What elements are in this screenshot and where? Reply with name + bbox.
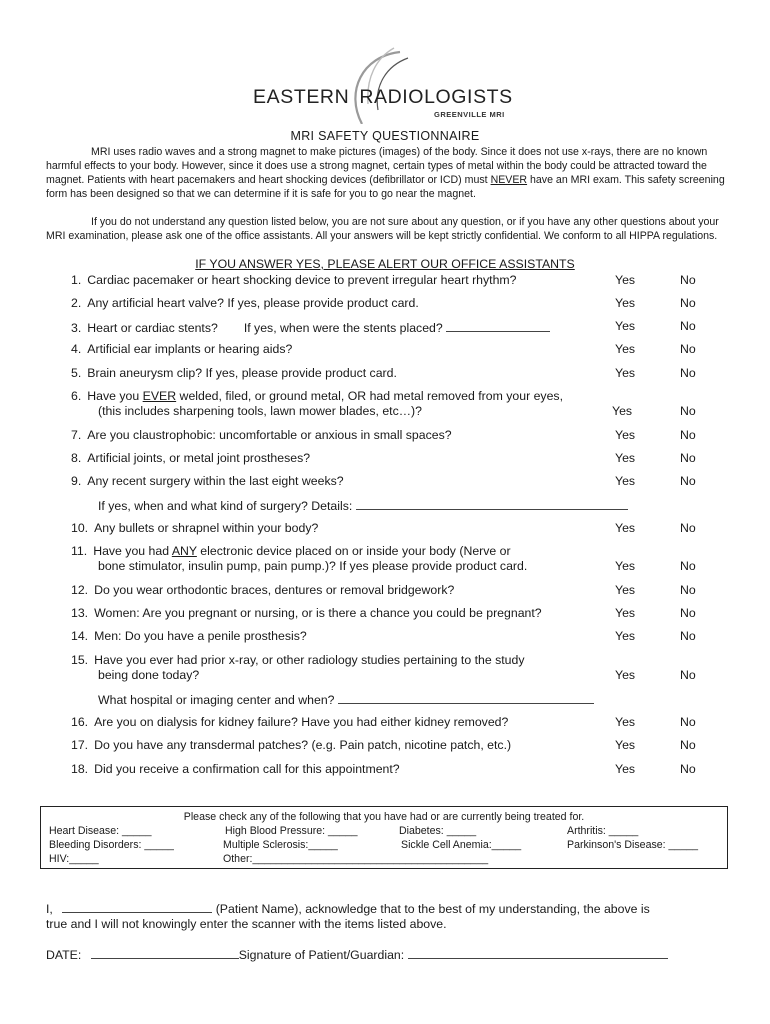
date-field[interactable] — [91, 946, 239, 959]
question-text: Did you receive a confirmation call for this appointment? — [94, 762, 400, 776]
q4-no[interactable]: No — [680, 342, 696, 356]
question-15 — [71, 653, 525, 669]
q16-yes[interactable]: Yes — [615, 715, 636, 729]
question-number: 13. — [71, 606, 89, 620]
question-8 — [71, 451, 310, 467]
high-blood-pressure-field[interactable]: High Blood Pressure: _____ — [225, 825, 358, 837]
q15-no[interactable]: No — [680, 668, 696, 682]
q2-no[interactable]: No — [680, 296, 696, 310]
question-number: 2. — [71, 296, 82, 310]
q6-no[interactable]: No — [680, 404, 696, 418]
intro-paragraph-2 — [46, 215, 731, 243]
logo-wordmark — [253, 86, 513, 109]
ack-line-1: (Patient Name), acknowledge that to the best of my understanding, the above is — [215, 902, 650, 916]
q10-no[interactable]: No — [680, 521, 696, 535]
intro-text-b: have an MRI exam. This safety screening form has been designed so that we can determine if it is safe for you to go near the magnet. — [46, 174, 725, 200]
q17-no[interactable]: No — [680, 738, 696, 752]
q10-yes[interactable]: Yes — [615, 521, 636, 535]
question-9-followup — [98, 497, 628, 515]
question-number: 4. — [71, 342, 82, 356]
question-text: Do you have any transdermal patches? (e.g. Pain patch, nicotine patch, etc.) — [94, 738, 512, 752]
q2-yes[interactable]: Yes — [615, 296, 636, 310]
question-text: Are you on dialysis for kidney failure? Have you had either kidney removed? — [94, 715, 509, 729]
q5-yes[interactable]: Yes — [615, 366, 636, 380]
q8-no[interactable]: No — [680, 451, 696, 465]
question-text: Brain aneurysm clip? If yes, please provide product card. — [87, 366, 397, 380]
question-followup: If yes, when were the stents placed? — [243, 321, 443, 335]
q13-no[interactable]: No — [680, 606, 696, 620]
question-15-followup — [98, 691, 594, 709]
q7-yes[interactable]: Yes — [615, 428, 636, 442]
date-label: DATE: — [46, 948, 82, 962]
sickle-cell-field[interactable]: Sickle Cell Anemia:_____ — [401, 839, 522, 851]
question-11-line-2: bone stimulator, insulin pump, pain pump.)? If yes please provide product card. — [98, 559, 528, 573]
q17-yes[interactable]: Yes — [615, 738, 636, 752]
question-10 — [71, 521, 318, 537]
question-text-a: Have you — [87, 389, 143, 403]
logo-eastern: EASTERN — [253, 86, 350, 108]
q14-yes[interactable]: Yes — [615, 629, 636, 643]
question-11 — [71, 544, 511, 560]
hiv-field[interactable]: HIV:_____ — [49, 853, 99, 865]
question-text: Heart or cardiac stents? — [87, 321, 218, 335]
logo-radiologists: RADIOLOGISTS — [359, 86, 513, 108]
question-7 — [71, 428, 452, 444]
q14-no[interactable]: No — [680, 629, 696, 643]
other-condition-field[interactable]: Other:________________________________________ — [223, 853, 489, 865]
signature-label: Signature of Patient/Guardian: — [238, 948, 405, 962]
question-15-line-2: being done today? — [98, 668, 200, 682]
signature-field[interactable] — [408, 946, 668, 959]
question-text: Any artificial heart valve? If yes, please provide product card. — [87, 296, 419, 310]
q11-yes[interactable]: Yes — [615, 559, 636, 573]
followup-label: What hospital or imaging center and when? — [98, 693, 335, 707]
q6-yes[interactable]: Yes — [612, 404, 633, 418]
q12-no[interactable]: No — [680, 583, 696, 597]
question-6 — [71, 389, 563, 405]
q11-no[interactable]: No — [680, 559, 696, 573]
logo — [250, 44, 520, 124]
question-text-b: electronic device placed on or inside your body (Nerve or — [196, 544, 511, 558]
patient-name-field[interactable] — [62, 900, 212, 913]
stents-date-field[interactable] — [446, 319, 550, 332]
question-number: 11. — [71, 544, 88, 558]
question-number: 10. — [71, 521, 89, 535]
question-number: 3. — [71, 321, 82, 335]
q9-no[interactable]: No — [680, 474, 696, 488]
parkinsons-field[interactable]: Parkinson's Disease: _____ — [567, 839, 698, 851]
question-6-line-2: (this includes sharpening tools, lawn mower blades, etc…)? — [98, 404, 422, 418]
question-18 — [71, 762, 400, 778]
question-12 — [71, 583, 454, 599]
surgery-details-field[interactable] — [356, 497, 628, 510]
ack-prefix: I, — [46, 902, 53, 916]
q5-no[interactable]: No — [680, 366, 696, 380]
question-text: Cardiac pacemaker or heart shocking device to prevent irregular heart rhythm? — [87, 273, 517, 287]
question-number: 12. — [71, 583, 89, 597]
logo-subtitle: GREENVILLE MRI — [434, 110, 505, 119]
q15-yes[interactable]: Yes — [615, 668, 636, 682]
alert-heading — [0, 257, 770, 271]
q16-no[interactable]: No — [680, 715, 696, 729]
question-number: 5. — [71, 366, 82, 380]
question-number: 14. — [71, 629, 89, 643]
question-number: 9. — [71, 474, 82, 488]
intro-paragraph-1 — [46, 145, 731, 201]
question-number: 1. — [71, 273, 82, 287]
arthritis-field[interactable]: Arthritis: _____ — [567, 825, 639, 837]
question-number: 7. — [71, 428, 82, 442]
q18-no[interactable]: No — [680, 762, 696, 776]
question-text-a: Have you had — [93, 544, 172, 558]
question-text-ever: EVER — [142, 389, 177, 403]
conditions-header: Please check any of the following that you have had or are currently being treated for. — [183, 811, 585, 823]
q3-no[interactable]: No — [680, 319, 696, 333]
acknowledgement — [46, 900, 736, 917]
question-text: Any bullets or shrapnel within your body? — [94, 521, 319, 535]
diabetes-field[interactable]: Diabetes: _____ — [399, 825, 477, 837]
ack-line-2: true and I will not knowingly enter the scanner with the items listed above. — [46, 917, 447, 931]
followup-label: If yes, when and what kind of surgery? Details: — [98, 499, 353, 513]
multiple-sclerosis-field[interactable]: Multiple Sclerosis:_____ — [223, 839, 338, 851]
q4-yes[interactable]: Yes — [615, 342, 636, 356]
bleeding-disorders-field[interactable]: Bleeding Disorders: _____ — [49, 839, 174, 851]
question-text: Artificial joints, or metal joint prostheses? — [87, 451, 311, 465]
q9-yes[interactable]: Yes — [615, 474, 636, 488]
question-3 — [71, 319, 550, 337]
question-number: 17. — [71, 738, 89, 752]
heart-disease-field[interactable]: Heart Disease: _____ — [49, 825, 152, 837]
q1-yes[interactable]: Yes — [615, 273, 636, 287]
question-text-b: welded, filed, or ground metal, OR had metal removed from your eyes, — [176, 389, 563, 403]
intro-text-a: MRI uses radio waves and a strong magnet to make pictures (images) of the body. Since it does not use x-rays, there are no known harmful effects to your body. However, since it does use a strong magnet, certain types of metal within the body could be attracted toward the magnet. Patients with heart pacemakers and heart shocking devices (defibrillator or ICD) must — [46, 146, 708, 186]
question-text: Do you wear orthodontic braces, dentures or removal bridgework? — [94, 583, 455, 597]
question-16 — [71, 715, 508, 731]
question-text: Have you ever had prior x-ray, or other radiology studies pertaining to the study — [94, 653, 525, 667]
question-text: Artificial ear implants or hearing aids? — [87, 342, 293, 356]
question-text: Men: Do you have a penile prosthesis? — [94, 629, 307, 643]
question-text: Women: Are you pregnant or nursing, or is there a chance you could be pregnant? — [94, 606, 542, 620]
question-9 — [71, 474, 344, 490]
q18-yes[interactable]: Yes — [615, 762, 636, 776]
signature-line — [46, 946, 668, 962]
q1-no[interactable]: No — [680, 273, 696, 287]
alert-text: IF YOU ANSWER YES, PLEASE ALERT OUR OFFICE ASSISTANTS — [195, 257, 575, 271]
question-14 — [71, 629, 307, 645]
form-title: MRI SAFETY QUESTIONNAIRE — [290, 129, 480, 143]
question-17 — [71, 738, 511, 754]
question-number: 8. — [71, 451, 82, 465]
question-number: 15. — [71, 653, 89, 667]
q13-yes[interactable]: Yes — [615, 606, 636, 620]
q3-yes[interactable]: Yes — [615, 319, 636, 333]
question-2 — [71, 296, 419, 312]
question-4 — [71, 342, 292, 358]
q12-yes[interactable]: Yes — [615, 583, 636, 597]
intro-never: NEVER — [490, 174, 528, 186]
q7-no[interactable]: No — [680, 428, 696, 442]
question-text-any: ANY — [171, 544, 197, 558]
question-text: Any recent surgery within the last eight weeks? — [87, 474, 344, 488]
question-1 — [71, 273, 517, 289]
question-13 — [71, 606, 542, 622]
imaging-center-field[interactable] — [338, 691, 594, 704]
question-text: Are you claustrophobic: uncomfortable or anxious in small spaces? — [87, 428, 452, 442]
intro-text-p2: If you do not understand any question listed below, you are not sure about any question, or if you have any other questions about your MRI examination, please ask one of the office assistants. All your answers will be kept strictly confidential. We conform to all HIPPA regulations. — [46, 216, 719, 242]
question-5 — [71, 366, 397, 382]
question-number: 18. — [71, 762, 89, 776]
question-number: 6. — [71, 389, 82, 403]
conditions-box — [40, 806, 728, 869]
question-number: 16. — [71, 715, 89, 729]
q8-yes[interactable]: Yes — [615, 451, 636, 465]
